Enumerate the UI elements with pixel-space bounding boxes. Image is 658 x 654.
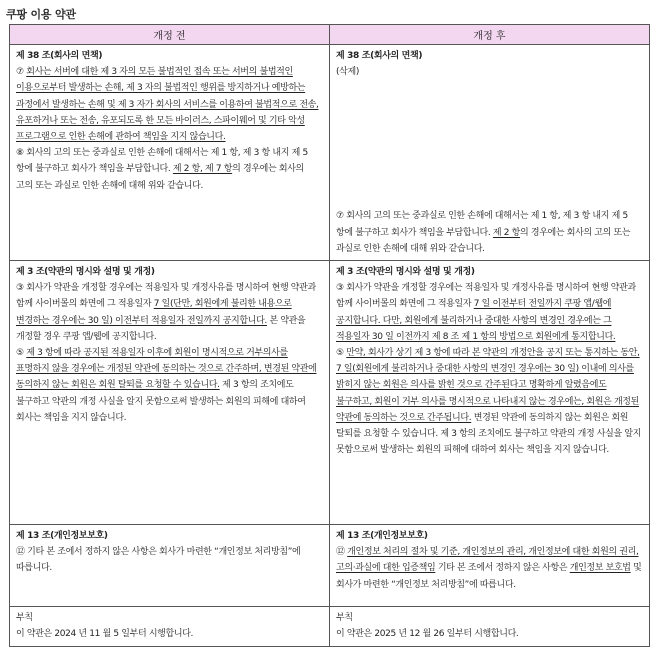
- paragraph-marker: ⑫: [16, 547, 25, 558]
- paragraph-marker: ③: [336, 283, 344, 294]
- paragraph-text: 제 3 항의 조치에도 불구하고 약관의 개정 사실을 알지 못함으로써 발생하는 회원의 피해에 대하여 회사는 책임을 지지 않습니다.: [16, 380, 306, 423]
- terms-comparison-table: [9, 24, 650, 647]
- header-before: 개정 전: [10, 25, 330, 45]
- cell-after-article-38: [330, 45, 650, 261]
- paragraph-5: [16, 345, 323, 426]
- paragraph-text: 의 경우에는 회사의 고의 또는 과실로 인한 손해에 대해 위와 같습니다.: [16, 164, 304, 191]
- cell-before-article-3: [10, 261, 330, 525]
- paragraph-text-changed: 7 일(단만, 회원에게 불리한 내용으로 변경하는 경우에는 30 일) 이전부터 적용일자 전일까지 공지합니다.: [16, 299, 292, 326]
- paragraph-text-changed: 개인정보 처리의 절차 및 기준, 개인정보의 관리, 개인정보에 대한 회원의 권리, 고의·과실에 대한 입증책임: [336, 547, 639, 574]
- paragraph-7: [16, 64, 323, 145]
- paragraph-text: 변경된 약관에 동의하지 않는 회원은 회원 탈퇴를 요청할 수 있습니다. 제 3 항의 조치에도 불구하고 약관의 개정 사실을 알지 못함으로써 발생하는 회원의 피해에 대하여 회사는 책임을 지지 않습니다.: [336, 412, 642, 456]
- paragraph-marker: ③: [16, 283, 24, 294]
- paragraph-text-changed: 제 2 항: [492, 227, 521, 238]
- header-after: 개정 후: [330, 25, 650, 45]
- document-title: 쿠팡 이용 약관: [6, 8, 76, 21]
- paragraph-marker: ⑤: [336, 348, 344, 359]
- cell-before-article-13: [10, 525, 330, 607]
- deleted-note: (삭제): [336, 67, 360, 78]
- cell-after-article-13: [330, 525, 650, 607]
- addendum-heading: 부칙: [336, 613, 353, 623]
- blank-space: [336, 80, 643, 208]
- table-row-article-38: [10, 45, 650, 261]
- article-heading: 제 13 조(개인정보보호): [16, 531, 108, 541]
- paragraph-3: [16, 280, 323, 345]
- paragraph-text-changed: 제 3 항에 따라 공지된 적용일자 이후에 회원이 명시적으로 거부의사를 표명하지 않을 경우에는 개정된 약관에 동의하는 것으로 간주하며, 변경된 약관에 동의하지 않는 회원은 회원 탈퇴를 요청할 수 있습니다.: [16, 348, 317, 391]
- paragraph-12: [336, 544, 643, 593]
- paragraph-text-changed: 제 2 항, 제 7 항: [172, 164, 233, 175]
- cell-before-addendum: [10, 607, 330, 647]
- article-heading: 제 3 조(약관의 명시와 설명 및 개정): [336, 267, 475, 277]
- cell-after-article-3: [330, 261, 650, 525]
- paragraph-3: [336, 280, 643, 345]
- paragraph-text: 회사의 고의 또는 중과실로 인한 손해에 대해서는 제 1 항, 제 3 항 내지 제 5 항에 불구하고 회사가 책임을 부담합니다.: [16, 148, 308, 175]
- table-row-addendum: [10, 607, 650, 647]
- addendum-heading: 부칙: [16, 613, 33, 623]
- article-heading: 제 38 조(회사의 면책): [336, 51, 423, 61]
- paragraph-marker: ⑦: [16, 67, 24, 78]
- paragraph-text: 본 약관을 개정할 경우 쿠팡 앱/웹에 공지합니다.: [16, 315, 306, 342]
- article-heading: 제 3 조(약관의 명시와 설명 및 개정): [16, 267, 155, 277]
- paragraph-text: 회사는 서버에 대한 제 3 자의 모든 불법적인 접속 또는 서버의 불법적인 이용으로부터 발생하는 손해, 제 3 자의 불법적인 행위를 방지하거나 예방하는 과정에서 발생하는 손해 및 제 3 자가 회사의 서비스를 이용하여 불법적으로 전송, 유포하거나 또는 전송, 유포되도록 한 모든 바이러스, 스파이웨어 및 기타 악성 프로그램으로 인한 손해에 관하여 책임을 지지 않습니다.: [16, 67, 319, 143]
- paragraph-12: [16, 544, 323, 576]
- paragraph-marker: ⑫: [336, 547, 345, 558]
- article-heading: 제 38 조(회사의 면책): [16, 51, 103, 61]
- paragraph-7: [336, 208, 643, 257]
- paragraph-8: [16, 145, 323, 194]
- paragraph-text: 기타 본 조에서 정하지 않은 사항은: [435, 563, 570, 574]
- paragraph-marker: ⑦: [336, 211, 344, 222]
- cell-before-article-38: [10, 45, 330, 261]
- effective-date-text: 이 약관은 2025 년 12 월 26 일부터 시행합니다.: [336, 629, 519, 640]
- paragraph-text: 의 경우에는 회사의 고의 또는 과실로 인한 손해에 대해 위와 같습니다.: [336, 227, 631, 254]
- article-heading: 제 13 조(개인정보보호): [336, 531, 428, 541]
- table-row-article-3: [10, 261, 650, 525]
- paragraph-text-changed: 만약, 회사가 상기 제 3 항에 따라 본 약관의 개정안을 공지 또는 통지하는 동안, 7 일(회원에게 불리하거나 중대한 사항의 변경인 경우에는 30 일) 이내에 의사를 밝히지 않는 회원은 의사를 밝힌 것으로 간주된다고 명확하게 알렸음에도 불구하고, 회원이 거부 의사를 명시적으로 나타내지 않는 경우에는, 회원은 개정된 약관에 동의하는 것으로 간주됩니다.: [336, 348, 640, 423]
- paragraph-text: 회사가 약관을 개정할 경우에는 적용일자 및 개정사유를 명시하여 현행 약관과 함께 사이버몰의 화면에 그 적용일자: [16, 283, 316, 310]
- paragraph-marker: ⑤: [16, 348, 24, 359]
- paragraph-text: 기타 본 조에서 정하지 않은 사항은 회사가 마련한 “개인정보 처리방침”에 따릅니다.: [16, 547, 301, 574]
- effective-date-text: 이 약관은 2024 년 11 월 5 일부터 시행합니다.: [16, 629, 194, 640]
- paragraph-marker: ⑧: [16, 148, 24, 159]
- paragraph-text-changed: 7 일 이전부터 전일까지 쿠팡 앱/웹에 공지합니다. 다만, 회원에게 불리하거나 중대한 사항의 변경인 경우에는 그 적용일자 30 일 이전까지 제 8 조 제 1 항의 방법으로 회원에게 통지합니다.: [336, 299, 616, 342]
- paragraph-5: [336, 345, 643, 458]
- paragraph-text: 및 회사가 마련한 “개인정보 처리방침”에 따릅니다.: [336, 563, 642, 590]
- table-header-row: [10, 25, 650, 45]
- paragraph-text-changed: 개인정보 보호법: [569, 563, 631, 574]
- table-row-article-13: [10, 525, 650, 607]
- paragraph-text: 회사의 고의 또는 중과실로 인한 손해에 대해서는 제 1 항, 제 3 항 내지 제 5 항에 불구하고 회사가 책임을 부담합니다.: [336, 211, 628, 238]
- paragraph-text: 회사가 약관을 개정할 경우에는 적용일자 및 개정사유를 명시하여 현행 약관과 함께 사이버몰의 화면에 그 적용일자: [336, 283, 636, 310]
- cell-after-addendum: [330, 607, 650, 647]
